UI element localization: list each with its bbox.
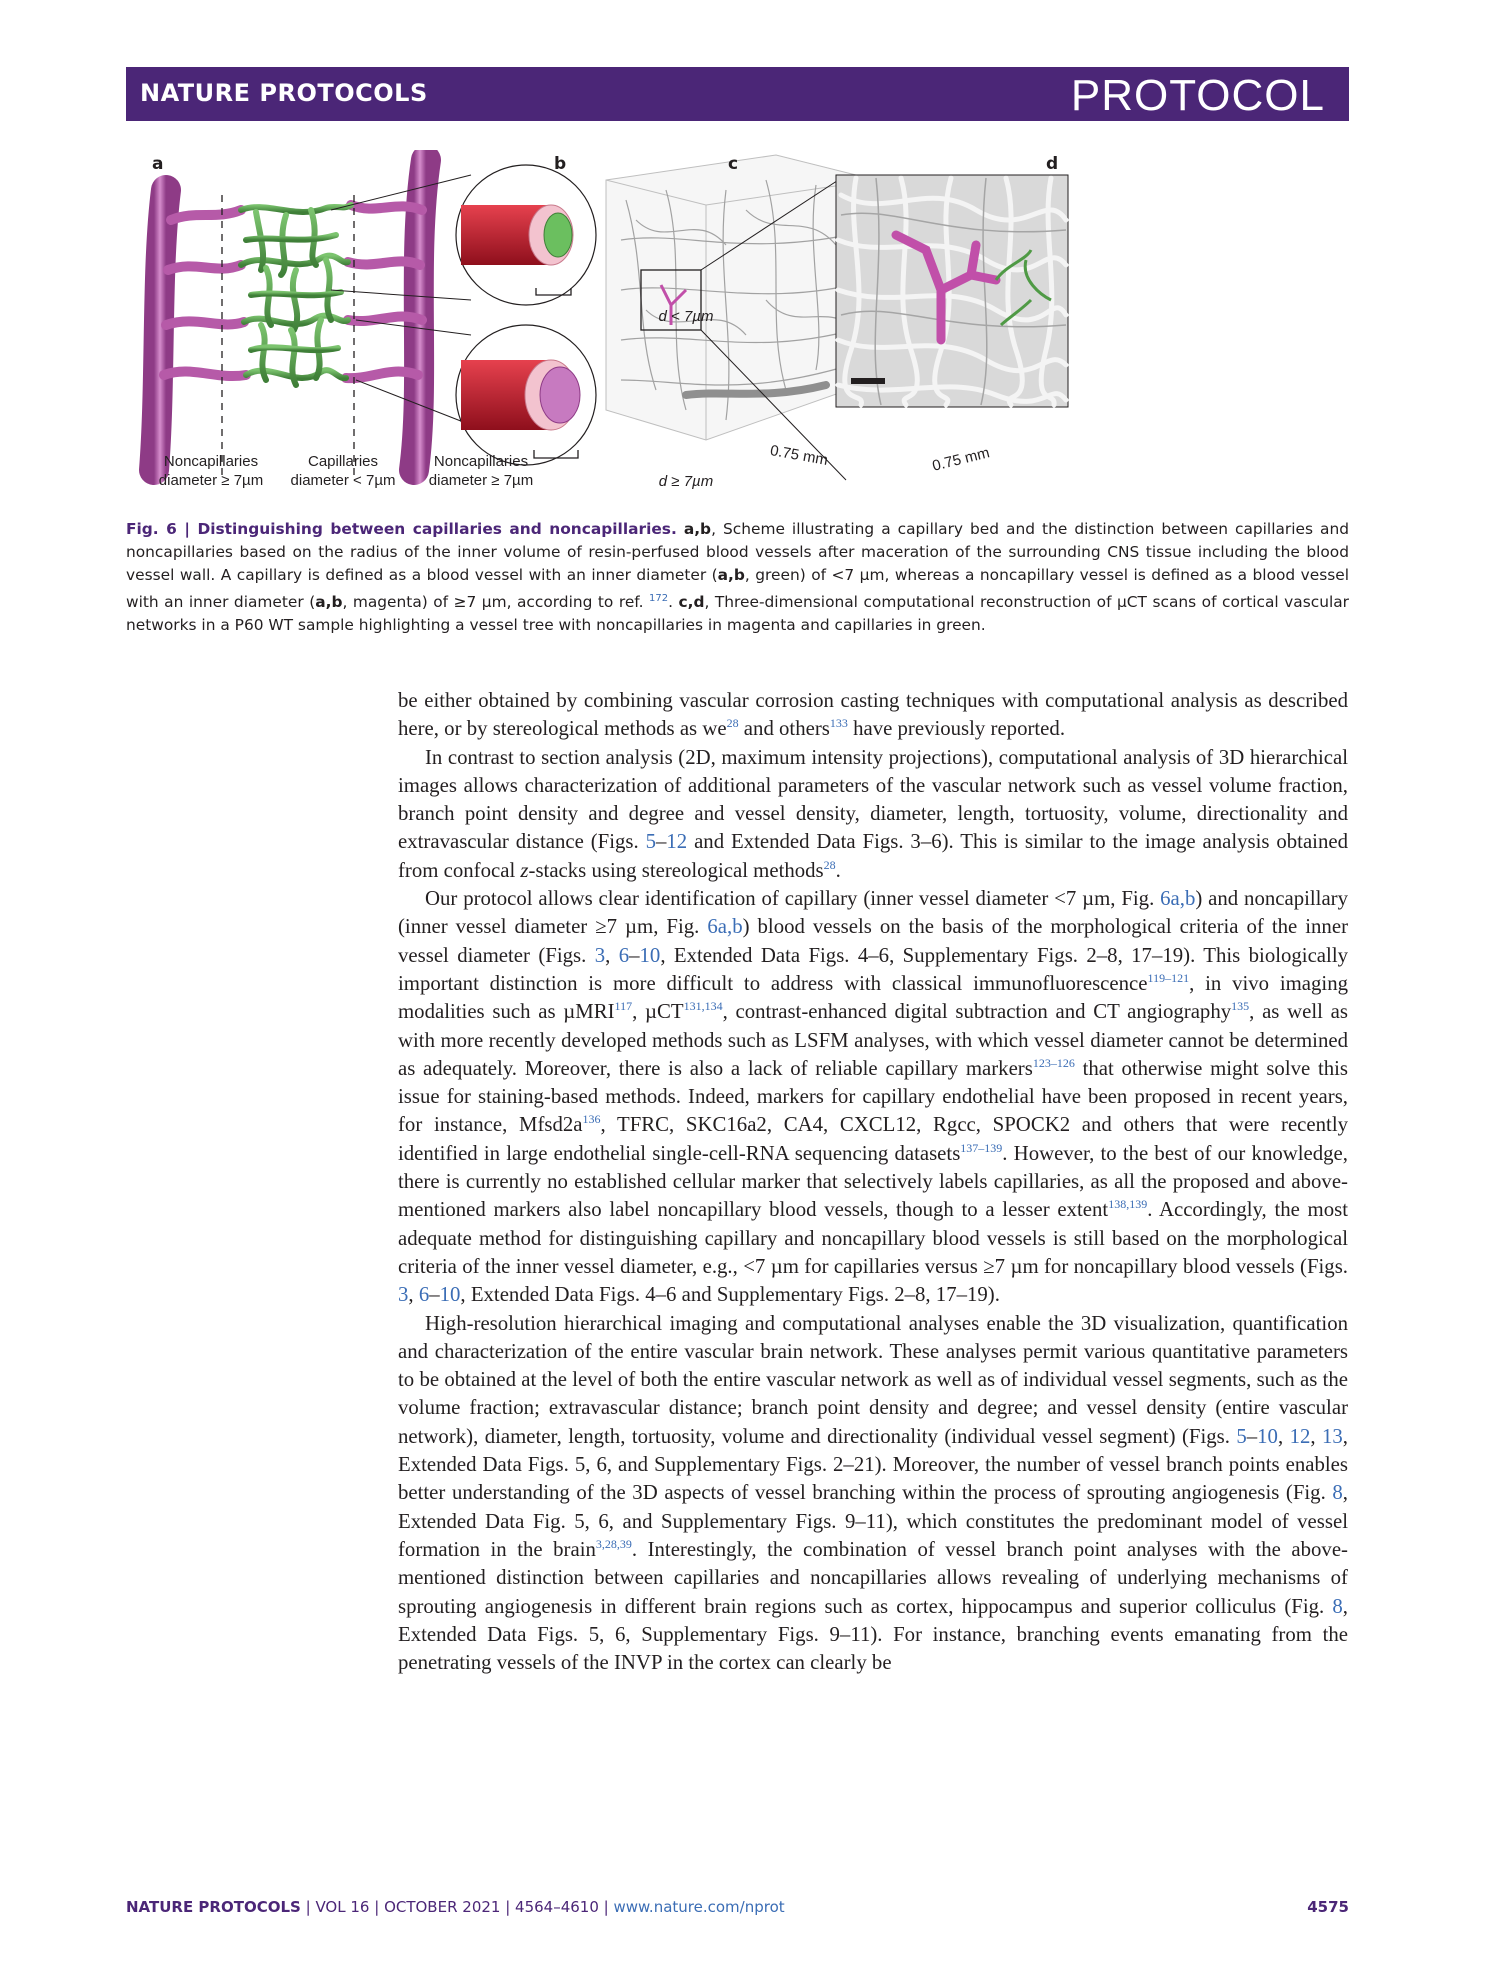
fig-link[interactable]: 13 [1322, 1424, 1343, 1448]
ref-link[interactable]: 119–121 [1147, 971, 1190, 986]
noncapillaries-right-label: Noncapillaries diameter ≥ 7µm [428, 453, 534, 489]
panel-a-scheme [154, 160, 426, 480]
diameter-small-label: d < 7µm [658, 308, 714, 325]
capillary-network [241, 205, 351, 385]
page-footer [126, 1898, 1349, 1916]
paragraph-1: be either obtained by combining vascular corrosion casting techniques with computational analysis as described here, or by stereological methods as $we^{28}$ and others$^{133}$ have previously reported. [398, 689, 1348, 741]
ref-link[interactable]: 123–126 [1032, 1055, 1075, 1070]
journal-name: NATURE PROTOCOLS [140, 79, 428, 107]
ref-link[interactable]: 3,28,39 [595, 1536, 632, 1551]
ref-link[interactable]: 135 [1231, 999, 1250, 1014]
fig-link[interactable]: 5 [1236, 1424, 1247, 1448]
figure-caption: Fig. 6 | Distinguishing between capillaries and noncapillaries. a,b, Scheme illustrating a capillary bed and the distinction between capillaries and noncapillaries based on the radius of the inner volume of resin-perfused blood vessels after maceration of the surrounding CNS tissue including the blood vessel wall. A capillary is defined as a blood vessel with an inner diameter (a,b, green) of <7 µm, whereas a noncapillary vessel is defined as a blood vessel with an inner diameter (a,b, magenta) of ≥7 µm, according to ref. $^{172}$. c,d, Three-dimensional computational reconstruction of µCT scans of cortical vascular networks in a P60 WT sample highlighting a vessel tree with noncapillaries in magenta and capillaries in green. [126, 520, 1349, 635]
fig-link[interactable]: 6 [418, 1283, 430, 1307]
ref-link[interactable]: 133 [829, 716, 848, 731]
panel-d-label: d [1046, 154, 1059, 174]
capillaries-label: Capillaries diameter < 7µm [290, 453, 396, 489]
fig-link[interactable]: 8 [1332, 1594, 1343, 1618]
noncapillaries-left-label: Noncapillaries diameter ≥ 7µm [158, 453, 264, 489]
fig-link[interactable]: 8 [1332, 1481, 1343, 1505]
fig-link[interactable]: 12 [666, 830, 688, 854]
noncapillary-vessel-left [154, 190, 166, 470]
ref-link[interactable]: 131,134 [683, 999, 723, 1014]
panel-d-zoom [836, 175, 1068, 407]
paragraph-4: High-resolution hierarchical imaging and computational analyses enable the 3D visualization, quantification and characterization of the entire vascular brain network. These analyses permit various quantitative parameters to be obtained at the level of both the entire vascular network as well as of individual vessel segments, such as the volume fraction; extravascular distance; branch point density and degree; and vessel density (entire vascular network), diameter, length, tortuosity, volume and directionality (individual vessel segment) (Figs. 5–10, 12, 13, Extended Data Figs. 5, 6, and Supplementary Figs. 2–21). Moreover, the number of vessel branch points enables better understanding of the 3D aspects of vessel branching within the process of sprouting angiogenesis (Fig. 8, Extended Data Fig. 5, 6, and Supplementary Figs. 9–11), which constitutes the predominant model of vessel formation in the brain$^{3,28,39}$. Interestingly, the combination of vessel branch point analyses with the above-mentioned distinction between capillaries and noncapillaries allows revealing of underlying mechanisms of sprouting angiogenesis in different brain regions such as cortex, hippocampus and superior colliculus (Fig. 8, Extended Data Figs. 5, 6, Supplementary Figs. 9–11). For instance, branching events emanating from the penetrating vessels of the INVP in the cortex can clearly be [398, 1311, 1348, 1675]
fig-link[interactable]: 10 [639, 943, 661, 967]
journal-url-link[interactable]: www.nature.com/nprot [613, 1898, 785, 1916]
fig-link[interactable]: 3 [398, 1283, 409, 1307]
panel-a-label: a [152, 154, 164, 174]
ref-link[interactable]: 137–139 [960, 1140, 1003, 1155]
article-type: PROTOCOL [1070, 71, 1325, 120]
ref-link[interactable]: 28 [726, 716, 739, 731]
scale-x-label: 0.75 mm [768, 442, 830, 469]
caption-ref[interactable]: 172 [648, 593, 669, 604]
body-text [398, 687, 1348, 1677]
ref-link[interactable]: 136 [582, 1112, 601, 1127]
fig-link[interactable]: 12 [1289, 1424, 1311, 1448]
paragraph-3: Our protocol allows clear identification of capillary (inner vessel diameter <7 µm, Fig. 6a,b) and noncapillary (inner vessel diameter ≥7 µm, Fig. 6a,b) blood vessels on the basis of the morphological criteria of the inner vessel diameter (Figs. 3, 6–10, Extended Data Figs. 4–6, Supplementary Figs. 2–8, 17–19). This biologically important distinction is more difficult to address with classical immunofluorescence$^{119-121}$, in vivo imaging modalities such as µMRI$^{117}$, µCT$^{131,134}$, contrast-enhanced digital subtraction and CT angiography$^{135}$, as well as with more recently developed methods such as LSFM analyses, with which vessel diameter cannot be determined as adequately. Moreover, there is also a lack of reliable capillary markers$^{123-126}$ that otherwise might solve this issue for staining-based methods. Indeed, markers for capillary endothelial have been proposed in recent years, for instance, $Mfsd2a^{136}$, TFRC, SKC16a2, CA4, CXCL12, Rgcc, SPOCK2 and others that were recently identified in large endothelial single-cell-RNA sequencing datasets$^{137-139}$. However, to the best of our knowledge, there is currently no established cellular marker that selectively labels capillaries, as all the proposed and above-mentioned markers also label noncapillary blood vessels, though to a lesser extent$^{138,139}$. Accordingly, the most adequate method for distinguishing capillary and noncapillary blood vessels is still based on the morphological criteria of the inner vessel diameter, e.g., <7 µm for capillaries versus ≥7 µm for noncapillary blood vessels (Figs. 3, 6–10, Extended Data Figs. 4–6 and Supplementary Figs. 2–8, 17–19). [398, 887, 1349, 1307]
fig-link[interactable]: 10 [439, 1283, 461, 1307]
journal-header [126, 67, 1349, 121]
fig-link[interactable]: 5 [645, 830, 656, 854]
fig-link[interactable]: 6a,b [1160, 887, 1196, 911]
ref-link[interactable]: 117 [614, 999, 633, 1014]
caption-title: Fig. 6 | Distinguishing between capillaries and noncapillaries. [126, 520, 677, 538]
fig-link[interactable]: 6a,b [707, 915, 743, 939]
panel-b-label: b [554, 154, 567, 174]
fig-link[interactable]: 10 [1257, 1424, 1278, 1448]
panel-c-label: c [728, 154, 739, 174]
paragraph-2: In contrast to section analysis (2D, maximum intensity projections), computational analysis of 3D hierarchical images allows characterization of additional parameters of the vascular network such as vessel volume fraction, branch point density and degree and vessel density, diameter, length, tortuosity, volume, directionality and extravascular distance (Figs. 5–12 and Extended Data Figs. 3–6). This is similar to the image analysis obtained from confocal z-stacks using stereological methods$^{28}$. [398, 745, 1348, 882]
fig-link[interactable]: 6 [618, 943, 630, 967]
footer-citation: NATURE PROTOCOLS | VOL 16 | OCTOBER 2021 | 4564–4610 | www.nature.com/nprot [126, 1898, 785, 1916]
scale-y-label: 0.75 mm [930, 444, 992, 475]
figure-6 [126, 150, 1349, 510]
fig-link[interactable]: 3 [594, 943, 606, 967]
diameter-large-label: d ≥ 7µm [658, 473, 714, 490]
ref-link[interactable]: 28 [823, 857, 836, 872]
ref-link[interactable]: 138,139 [1108, 1197, 1148, 1212]
page-number: 4575 [1307, 1898, 1349, 1916]
